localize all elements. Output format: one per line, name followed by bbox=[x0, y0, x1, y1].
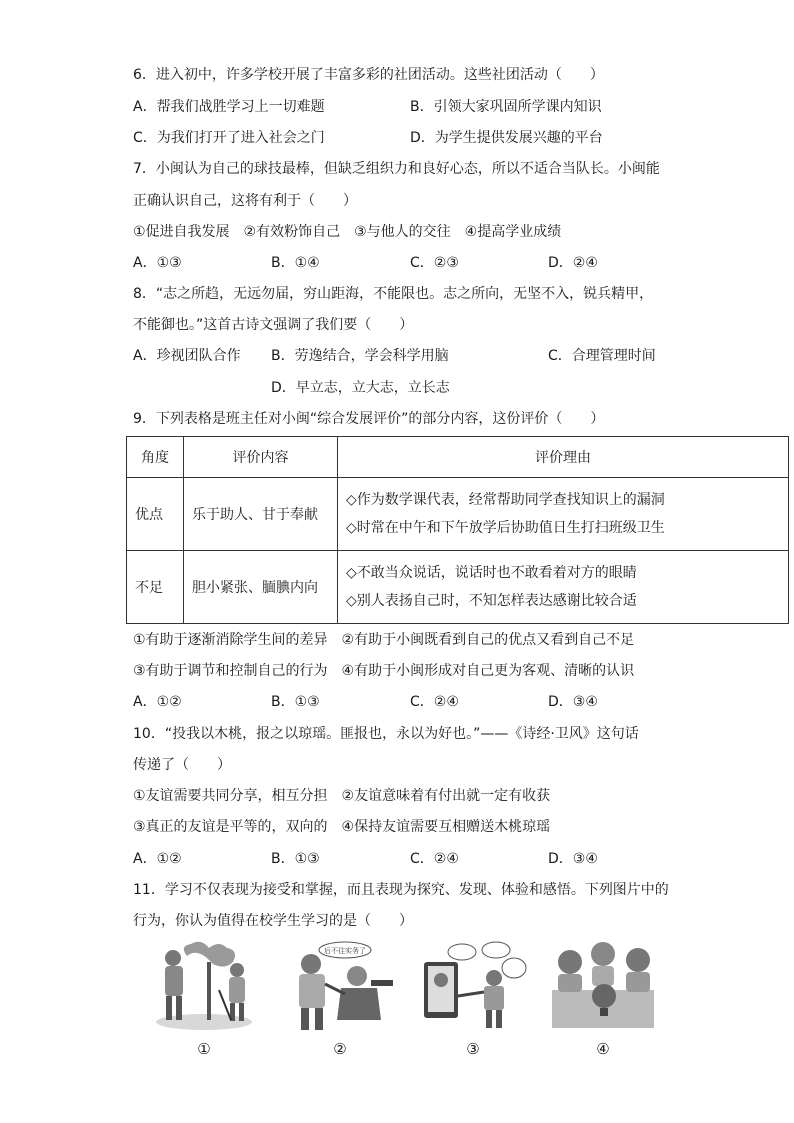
picture-label-3: ③ bbox=[466, 1040, 480, 1058]
q6-stem: 6．进入初中，许多学校开展了丰富多彩的社团活动。这些社团活动（ ） bbox=[133, 67, 604, 83]
picture-label-1: ① bbox=[197, 1040, 211, 1058]
table-header-row bbox=[127, 437, 789, 478]
q10-option-b: B．①③ bbox=[271, 851, 320, 867]
picture-label-2: ② bbox=[333, 1040, 347, 1058]
q7-option-b: B．①④ bbox=[271, 255, 320, 271]
table-row bbox=[127, 551, 789, 624]
online-activity-illustration bbox=[418, 940, 528, 1032]
q10-option-a: A．①② bbox=[133, 851, 182, 867]
q10-stem-line2: 传递了（ ） bbox=[133, 757, 231, 773]
q8-stem-line1: 8．“志之所趋，无远勿届，穷山距海，不能限也。志之所向，无坚不入，锐兵精甲， bbox=[133, 286, 654, 302]
table-cell-content: 乐于助人、甘于奉献 bbox=[184, 478, 338, 551]
q8-option-b: B．劳逸结合，学会科学用脑 bbox=[271, 348, 449, 364]
q9-option-b: B．①③ bbox=[271, 694, 320, 710]
table-cell-aspect: 不足 bbox=[127, 551, 184, 624]
q7-stem-line1: 7．小闽认为自己的球技最棒，但缺乏组织力和良好心态，所以不适合当队长。小闽能 bbox=[133, 161, 660, 177]
q7-items: ①促进自我发展 ②有效粉饰自己 ③与他人的交往 ④提高学业成绩 bbox=[133, 224, 562, 240]
q11-pictures bbox=[0, 940, 794, 1060]
q11-stem-line1: 11．学习不仅表现为接受和掌握，而且表现为探究、发现、体验和感悟。下列图片中的 bbox=[133, 882, 669, 898]
reason-line: ◇作为数学课代表，经常帮助同学查找知识上的漏洞 bbox=[346, 492, 665, 508]
q8-option-c: C．合理管理时间 bbox=[548, 348, 656, 364]
students-globe-illustration bbox=[548, 940, 658, 1032]
q6-option-a: A．帮我们战胜学习上一切难题 bbox=[133, 99, 325, 115]
q9-items-line1: ①有助于逐渐消除学生间的差异 ②有助于小闽既看到自己的优点又看到自己不足 bbox=[133, 632, 635, 648]
q9-option-c: C．②④ bbox=[410, 694, 459, 710]
q8-option-d: D．早立志，立大志，立长志 bbox=[271, 380, 450, 396]
q6-option-b: B．引领大家巩固所学课内知识 bbox=[410, 99, 602, 115]
q7-option-d: D．②④ bbox=[548, 255, 598, 271]
table-cell-reasons bbox=[338, 478, 789, 551]
q10-stem-line1: 10．“投我以木桃，报之以琼瑶。匪报也，永以为好也。”——《诗经·卫风》这句话 bbox=[133, 726, 639, 742]
q10-items-line1: ①友谊需要共同分享，相互分担 ②友谊意味着有付出就一定有收获 bbox=[133, 788, 551, 804]
table-cell-aspect: 优点 bbox=[127, 478, 184, 551]
q6-option-d: D．为学生提供发展兴趣的平台 bbox=[410, 130, 603, 146]
q7-stem-line2: 正确认识自己，这将有利于（ ） bbox=[133, 193, 357, 209]
table-row bbox=[127, 478, 789, 551]
q10-option-c: C．②④ bbox=[410, 851, 459, 867]
q10-option-d: D．③④ bbox=[548, 851, 598, 867]
conversation-illustration bbox=[285, 940, 395, 1032]
table-header-content: 评价内容 bbox=[184, 437, 338, 478]
reason-line: ◇不敢当众说话，说话时也不敢看着对方的眼睛 bbox=[346, 565, 637, 581]
picture-label-4: ④ bbox=[596, 1040, 610, 1058]
q9-option-d: D．③④ bbox=[548, 694, 598, 710]
q6-option-c: C．为我们打开了进入社会之门 bbox=[133, 130, 325, 146]
q10-items-line2: ③真正的友谊是平等的，双向的 ④保持友谊需要互相赠送木桃琼瑶 bbox=[133, 819, 551, 835]
q7-option-a: A．①③ bbox=[133, 255, 182, 271]
table-header-aspect: 角度 bbox=[127, 437, 184, 478]
table-cell-reasons bbox=[338, 551, 789, 624]
table-cell-content: 胆小紧张、腼腆内向 bbox=[184, 551, 338, 624]
q11-stem-line2: 行为，你认为值得在校学生学习的是（ ） bbox=[133, 913, 413, 929]
q9-option-a: A．①② bbox=[133, 694, 182, 710]
q9-stem: 9．下列表格是班主任对小闽“综合发展评价”的部分内容，这份评价（ ） bbox=[133, 411, 605, 427]
evaluation-table bbox=[126, 436, 789, 624]
q7-option-c: C．②③ bbox=[410, 255, 459, 271]
q9-items-line2: ③有助于调节和控制自己的行为 ④有助于小闽形成对自己更为客观、清晰的认识 bbox=[133, 663, 635, 679]
reason-line: ◇别人表扬自己时，不知怎样表达感谢比较合适 bbox=[346, 593, 637, 609]
q8-stem-line2: 不能御也。”这首古诗文强调了我们要（ ） bbox=[133, 317, 414, 333]
speech-bubble-text: 后不往实务了 bbox=[324, 947, 366, 955]
q8-option-a: A．珍视团队合作 bbox=[133, 348, 241, 364]
reason-line: ◇时常在中午和下午放学后协助值日生打扫班级卫生 bbox=[346, 520, 665, 536]
tree-planting-illustration bbox=[149, 940, 259, 1032]
table-header-reason: 评价理由 bbox=[338, 437, 789, 478]
